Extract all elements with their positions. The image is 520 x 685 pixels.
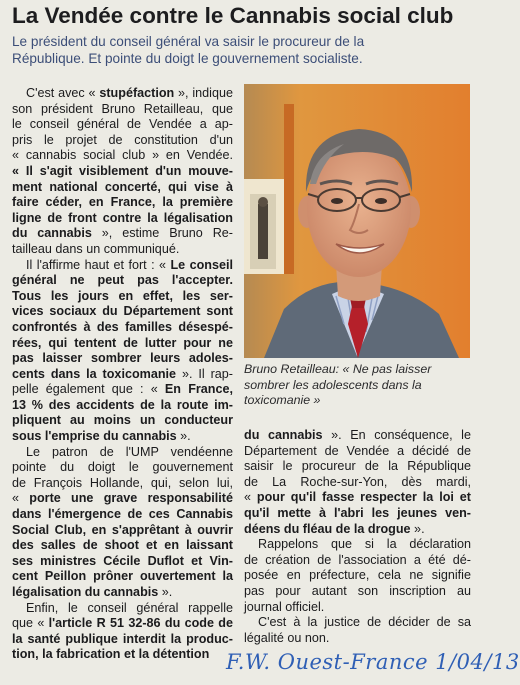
text-run: « xyxy=(244,490,257,505)
text-line xyxy=(244,459,471,475)
text-line xyxy=(244,475,471,491)
bold-text: ses ministres Cécile Duflot et Vin- xyxy=(12,553,233,568)
text-run: C'est à la justice de décider de sa xyxy=(258,615,471,630)
text-line xyxy=(12,429,233,445)
text-line xyxy=(12,336,233,352)
bold-text: dans l'émergence de ces Cannabis xyxy=(12,507,233,522)
text-line xyxy=(12,523,233,539)
bold-text: pliquent au moins un conducteur xyxy=(12,413,233,428)
bold-text: ment national concerté, qui vise à xyxy=(12,179,233,194)
text-line xyxy=(12,211,233,227)
bold-text: Le conseil xyxy=(170,257,234,272)
text-line xyxy=(12,351,233,367)
bold-text: tion, la fabrication et la détention xyxy=(12,647,210,662)
bold-text: qu'il mette à l'abri les jeunes ven- xyxy=(244,505,471,520)
article-column-right xyxy=(244,428,471,646)
text-line xyxy=(244,506,471,522)
bold-text: Social Club, en s'apprêtant à ouvrir xyxy=(12,522,233,537)
text-line xyxy=(12,102,233,118)
standfirst-line: Le président du conseil général va saisir le procureur de la xyxy=(12,34,365,49)
text-run: de création de l'association a été dé- xyxy=(244,552,471,567)
text-line xyxy=(12,491,233,507)
bold-text: ligne de front contre la légalisation xyxy=(12,210,233,225)
handwritten-note: F.W. Ouest-France 1/04/13 xyxy=(226,650,520,674)
text-line xyxy=(244,553,471,569)
bold-text: « Il s'agit visiblement d'un mouve- xyxy=(12,163,233,178)
text-line xyxy=(12,569,233,585)
text-line xyxy=(244,631,471,647)
text-run: journal officiel. xyxy=(244,599,325,614)
text-line xyxy=(244,568,471,584)
bold-text: général ne peut pas l'accepter. xyxy=(12,273,233,288)
bold-text: cent Peillon prôner ouvertement la xyxy=(12,569,233,584)
bold-text: En France, xyxy=(164,382,233,397)
text-line xyxy=(12,554,233,570)
text-run: pas pour autant son inscription au xyxy=(244,583,471,598)
text-run: tailleau dans un communiqué. xyxy=(12,241,180,256)
text-run: posée en préfecture, cela ne signifie xyxy=(244,568,471,583)
text-line xyxy=(12,148,233,164)
text-line xyxy=(244,522,471,538)
text-line xyxy=(12,242,233,258)
text-line xyxy=(244,615,471,631)
bold-text: faire céder, en France, la première xyxy=(12,195,233,210)
bold-text: rées, qui tentent de lutter pour ne xyxy=(12,335,233,350)
text-line xyxy=(12,413,233,429)
text-line xyxy=(12,538,233,554)
text-run: de La Roche-sur-Yon, dès mardi, xyxy=(244,474,471,489)
text-run: « cannabis social club » en Vendée. xyxy=(12,148,233,163)
bold-text: sous l'emprise du cannabis xyxy=(12,429,177,444)
text-line xyxy=(12,273,233,289)
text-run: que « xyxy=(12,616,49,631)
text-run: le conseil général de Vendée a ap- xyxy=(12,117,233,132)
bold-text: du cannabis xyxy=(12,226,92,241)
bold-text: l'article R 51 32-86 du code de xyxy=(48,616,233,631)
text-run: ». xyxy=(176,429,191,444)
text-line xyxy=(12,320,233,336)
portrait-illustration xyxy=(244,84,470,358)
text-line xyxy=(244,584,471,600)
article-column-left xyxy=(12,86,233,663)
text-run: Il l'affirme haut et fort : « xyxy=(26,257,171,272)
text-line xyxy=(12,460,233,476)
text-line xyxy=(12,632,233,648)
text-run: Département de Vendée a décidé de xyxy=(244,443,471,458)
bold-text: pour qu'il fasse respecter la loi et xyxy=(256,490,471,505)
headline: La Vendée contre le Cannabis social club xyxy=(12,3,454,28)
text-line xyxy=(244,428,471,444)
text-line xyxy=(12,367,233,383)
text-run: Enfin, le conseil général rappelle xyxy=(26,600,233,615)
text-line xyxy=(12,445,233,461)
text-line xyxy=(12,86,233,102)
text-run: ». xyxy=(158,585,173,599)
text-run: ». xyxy=(410,521,425,536)
bold-text: vices sociaux du Département sont xyxy=(12,304,233,319)
text-run: pointe du doigt le gouvernement xyxy=(12,460,233,475)
text-line xyxy=(12,507,233,523)
text-line xyxy=(12,616,233,632)
text-run: C'est avec « xyxy=(26,86,100,100)
text-run: ». En conséquence, le xyxy=(322,428,471,442)
bold-text: Tous les jours en effet, les ser- xyxy=(12,288,233,303)
bold-text: déens du fléau de la drogue xyxy=(244,521,411,536)
caption-line: sombrer les adolescents dans la xyxy=(244,377,422,392)
text-line xyxy=(12,133,233,149)
text-line xyxy=(12,195,233,211)
bold-text: des salles de shoot et en laissant xyxy=(12,538,233,553)
text-line xyxy=(244,490,471,506)
caption-line: toxicomanie » xyxy=(244,393,321,408)
text-run: son président Bruno Retailleau, que xyxy=(12,101,233,116)
photo-caption xyxy=(244,362,470,409)
text-line xyxy=(12,164,233,180)
text-run: Rappelons que si la déclaration xyxy=(258,537,471,552)
text-run: », indique xyxy=(174,86,233,100)
text-line xyxy=(12,647,233,663)
text-line xyxy=(244,600,471,616)
text-run: pris le projet de constitution d'un xyxy=(12,132,233,147)
text-line xyxy=(12,601,233,617)
standfirst-line: République. Et pointe du doigt le gouvernement socialiste. xyxy=(12,51,363,66)
text-line xyxy=(244,444,471,460)
caption-line: Bruno Retailleau: « Ne pas laisser xyxy=(244,362,432,376)
text-run: Le patron de l'UMP vendéenne xyxy=(26,444,233,459)
text-line xyxy=(12,304,233,320)
text-line xyxy=(12,117,233,133)
text-run: légalité ou non. xyxy=(244,630,330,645)
bold-text: confrontés à des familles désespé- xyxy=(12,319,233,334)
bold-text: cents dans la toxicomanie xyxy=(12,366,177,381)
text-line xyxy=(12,289,233,305)
text-run: saisir le procureur de la République xyxy=(244,459,471,474)
bold-text: stupéfaction xyxy=(99,86,175,100)
text-line xyxy=(244,537,471,553)
text-line xyxy=(12,585,233,601)
bold-text: la santé publique interdit la produc- xyxy=(12,631,233,646)
text-run: ». Il rap- xyxy=(176,366,233,381)
text-line xyxy=(12,180,233,196)
text-line xyxy=(12,382,233,398)
text-run: », estime Bruno Re- xyxy=(91,226,233,241)
bold-text: 13 % des accidents de la route im- xyxy=(12,397,233,412)
bold-text: pas laisser sombrer leurs adoles- xyxy=(12,351,233,366)
text-run: « xyxy=(12,491,30,506)
portrait-photo xyxy=(244,84,470,358)
text-line xyxy=(12,398,233,414)
text-run: pelle également que : « xyxy=(12,382,165,397)
text-line xyxy=(12,226,233,242)
bold-text: légalisation du cannabis xyxy=(12,585,159,599)
bold-text: porte une grave responsabilité xyxy=(29,491,233,506)
bold-text: du cannabis xyxy=(244,428,323,442)
text-line xyxy=(12,476,233,492)
text-run: de François Hollande, qui, selon lui, xyxy=(12,475,233,490)
standfirst xyxy=(12,33,472,67)
text-line xyxy=(12,258,233,274)
